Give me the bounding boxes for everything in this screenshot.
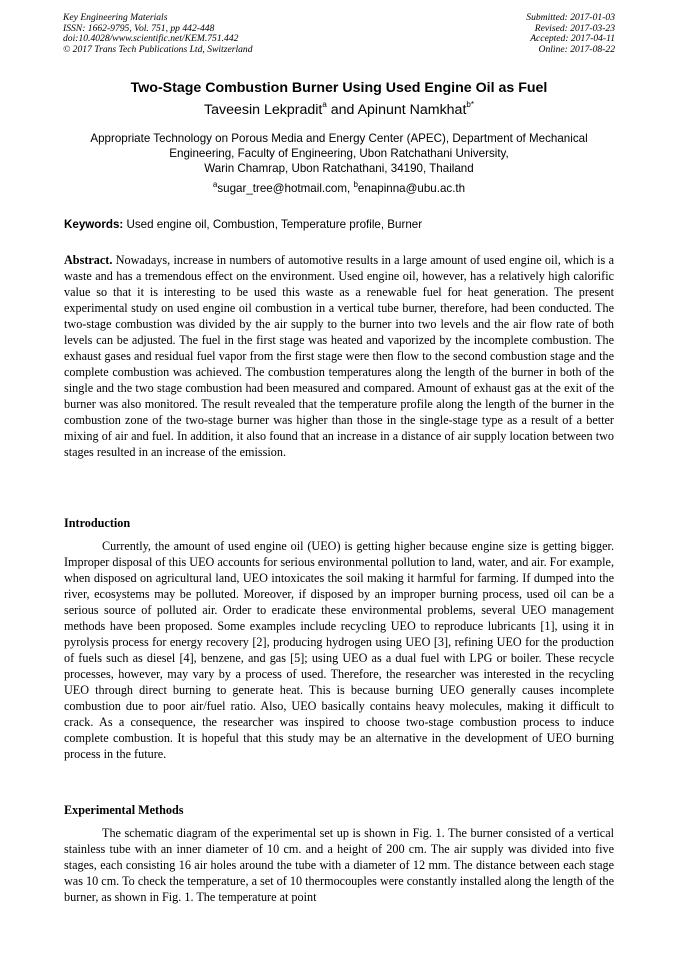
abstract-text: Nowadays, increase in numbers of automotive results in a large amount of used engine oil, which is a waste and has a tremendous effect on the environment. Used engine oil, however, has a relatively high calorific value so that it is interesting to be used this waste as a renewable fuel for heat generation. The present experimental study on used engine oil combustion in a vertical tube burner, therefore, had been conducted. The two-stage combustion was divided by the air supply to the burner into two levels and the air flow rate of both levels can be adjusted. The fuel in the first stage was heated and vaporized by the incomplete combustion. The exhaust gases and residual fuel vapor from the first stage were then flow to the second combustion stage and the complete combustion was achieved. The combustion temperatures along the length of the burner in both of the single and the two stage combustion had been measured and compared. Amount of exhaust gas at the exit of the burner was also monitored. The result revealed that the temperature profile along the length of the burner in the combustion zone of the two-stage burner was higher than those in the single-stage type as a result of a better mixing of air and fuel. In addition, it also found that an increase in a distance of air supply location between two stages resulted in an increase of the emission.	[64, 253, 614, 459]
revised-date: Revised: 2017-03-23	[534, 22, 615, 34]
affiliation	[50, 131, 628, 176]
author-name: Taveesin Lekpradit	[204, 102, 323, 118]
affiliation-marker: a	[322, 100, 327, 109]
author-separator: and	[326, 102, 358, 118]
copyright: © 2017 Trans Tech Publications Ltd, Switzerland	[63, 43, 253, 55]
section-heading-introduction: Introduction	[64, 516, 131, 530]
email-link[interactable]: sugar_tree@hotmail.com,	[217, 182, 354, 195]
header-right	[395, 13, 615, 55]
abstract-label: Abstract.	[64, 253, 113, 267]
affiliation-marker: b*	[466, 100, 474, 109]
email-marker: a	[212, 180, 218, 189]
section-heading-experimental: Experimental Methods	[64, 803, 184, 817]
accepted-date: Accepted: 2017-04-11	[530, 33, 615, 45]
keywords-label: Keywords:	[64, 218, 124, 231]
affiliation-line: Warin Chamrap, Ubon Ratchathani, 34190, Thailand	[204, 162, 474, 175]
affiliation-line: Engineering, Faculty of Engineering, Ubon Ratchathani University,	[169, 147, 509, 160]
affiliation-line: Appropriate Technology on Porous Media and Energy Center (APEC), Department of Mechanical	[90, 132, 588, 145]
keywords	[64, 218, 614, 231]
online-date: Online: 2017-08-22	[538, 43, 615, 55]
email-link[interactable]: enapinna@ubu.ac.th	[357, 182, 466, 195]
introduction-paragraph: Currently, the amount of used engine oil (UEO) is getting higher because engine size is getting bigger. Improper disposal of this UEO accounts for serious environmental pollution to land, water, and air. For example, when disposed on agricultural land, UEO intoxicates the soil making it harmful for farming. If dumped into the river, ecosystems may be polluted. Moreover, if disposed by an improper burning process, used oil can be a serious source of polluted air. Order to eradicate these environmental problems, several UEO management methods have been proposed. Some examples include recycling UEO to reproduce lubricants [1], using it in pyrolysis process for energy recovery [2], producing hydrogen using UEO [3], refining UEO for the production of fuels such as diesel [4], benzene, and gas [5]; using UEO as a dual fuel with LPG or boiler. These recycle processes, however, may vary by a process of used. Therefore, the researcher was interested in the recycling UEO through direct burning to generate heat. This is because burning UEO generally causes incomplete combustion due to poor air/fuel ratio. Also, UEO basically contains heavy molecules, making it difficult to crack. As a consequence, the researcher was inspired to choose two-stage combustion process to induce complete combustion. It is hopeful that this study may be an alternative in the development of UEO burning process in the future.	[64, 539, 614, 761]
submitted-date: Submitted: 2017-01-03	[526, 12, 615, 23]
author-list	[40, 102, 638, 118]
experimental-paragraph: The schematic diagram of the experimental set up is shown in Fig. 1. The burner consisted of a vertical stainless tube with an inner diameter of 10 cm. and a height of 200 cm. The air supply was divided into five stages, each consisting 16 air holes around the tube with a diameter of 12 mm. The distance between each stage was 10 cm. To check the temperature, a set of 10 thermocouples were constantly installed along the length of the burner, as shown in Fig. 1. The temperature at point	[64, 826, 614, 904]
abstract	[64, 252, 614, 460]
journal-name: Key Engineering Materials	[63, 12, 168, 23]
author-emails	[40, 182, 638, 195]
header-left	[63, 13, 363, 55]
email-marker: b	[353, 180, 358, 189]
issn: ISSN: 1662-9795, Vol. 751, pp 442-448	[63, 22, 215, 34]
author-name: Apinunt Namkhat	[357, 102, 467, 118]
doi: doi:10.4028/www.scientific.net/KEM.751.442	[63, 33, 239, 45]
keywords-text: Used engine oil, Combustion, Temperature profile, Burner	[123, 218, 423, 231]
paper-title: Two-Stage Combustion Burner Using Used Engine Oil as Fuel	[130, 80, 548, 96]
